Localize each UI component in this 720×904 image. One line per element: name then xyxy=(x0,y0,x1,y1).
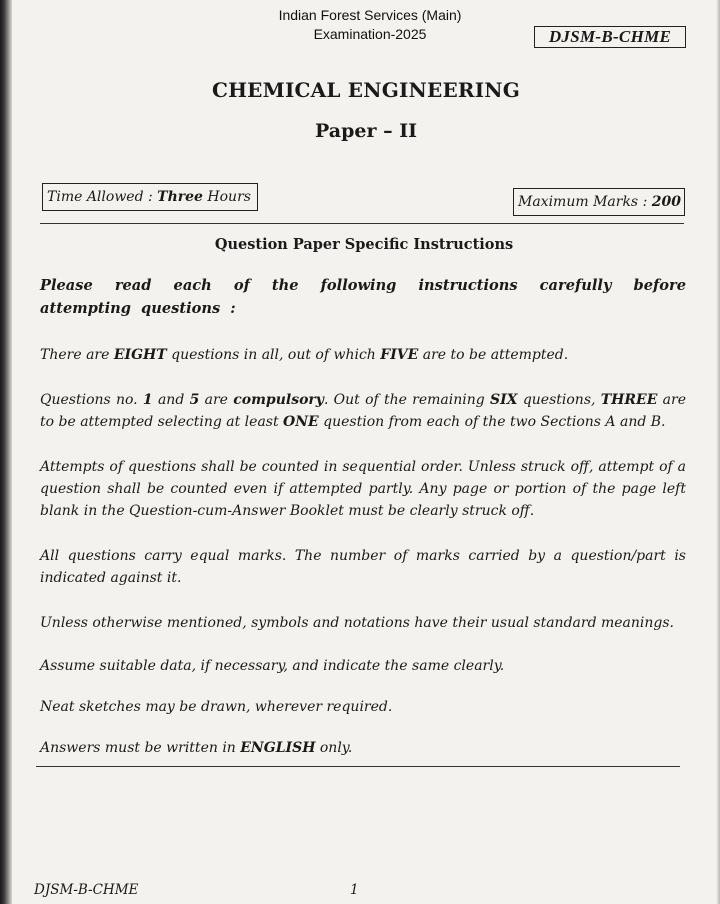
emphasis: EIGHT xyxy=(113,347,167,363)
divider-top xyxy=(40,223,684,224)
text: are to be attempted selecting at least xyxy=(40,392,686,430)
maximum-marks-box xyxy=(513,188,685,216)
text: are xyxy=(199,392,234,408)
footer-paper-code: DJSM-B-CHME xyxy=(34,882,139,898)
maximum-marks-label: Maximum Marks : xyxy=(518,194,652,210)
instructions-intro: Please read each of the following instructions carefully before attempting questions : xyxy=(40,277,686,317)
text: Answers must be written in xyxy=(40,740,241,756)
exam-title-line1: Indian Forest Services (Main) xyxy=(278,7,462,23)
emphasis: SIX xyxy=(490,392,518,408)
emphasis: 1 xyxy=(142,392,153,408)
instruction-5: Unless otherwise mentioned, symbols and notations have their usual standard meanings. xyxy=(40,615,674,631)
page-number: 1 xyxy=(350,882,359,898)
instruction-2 xyxy=(40,389,686,433)
emphasis: FIVE xyxy=(380,347,419,363)
instruction-1 xyxy=(40,344,686,366)
instructions-heading: Question Paper Specific Instructions xyxy=(214,236,514,253)
text: and xyxy=(152,392,190,408)
emphasis: ENGLISH xyxy=(240,740,316,756)
instruction-4: All questions carry equal marks. The number of marks carried by a question/part is indicated against it. xyxy=(40,548,686,586)
time-allowed-label: Time Allowed : xyxy=(47,189,158,205)
paper-code-box: DJSM-B-CHME xyxy=(534,26,686,48)
text: questions, xyxy=(517,392,601,408)
instruction-7: Neat sketches may be drawn, wherever required. xyxy=(40,699,393,715)
instruction-6: Assume suitable data, if necessary, and indicate the same clearly. xyxy=(40,658,505,674)
emphasis: THREE xyxy=(600,392,658,408)
text: There are xyxy=(40,347,114,363)
exam-title xyxy=(250,6,490,44)
exam-title-line2: Examination-2025 xyxy=(313,26,427,42)
instruction-8 xyxy=(40,737,686,759)
maximum-marks-value: 200 xyxy=(651,194,681,210)
text: are to be attempted. xyxy=(418,347,569,363)
emphasis: ONE xyxy=(283,414,319,430)
time-allowed-box xyxy=(42,183,258,211)
subject-title: CHEMICAL ENGINEERING xyxy=(211,78,521,102)
divider-bottom xyxy=(36,766,680,767)
text: questions in all, out of which xyxy=(166,347,381,363)
time-allowed-unit: Hours xyxy=(202,189,251,205)
text: . Out of the remaining xyxy=(323,392,491,408)
text: question from each of the two Sections A and B. xyxy=(318,414,666,430)
text: Questions no. xyxy=(40,392,143,408)
emphasis: compulsory xyxy=(233,392,324,408)
time-allowed-value: Three xyxy=(157,189,203,205)
paper-number: Paper – II xyxy=(315,120,417,142)
instruction-3: Attempts of questions shall be counted in sequential order. Unless struck off, attempt of a question shall be counted even if attempted partly. Any page or portion of the page left blank in the Question-cum-Answer Booklet must be clearly struck off. xyxy=(40,459,686,519)
emphasis: 5 xyxy=(189,392,200,408)
text: only. xyxy=(315,740,353,756)
